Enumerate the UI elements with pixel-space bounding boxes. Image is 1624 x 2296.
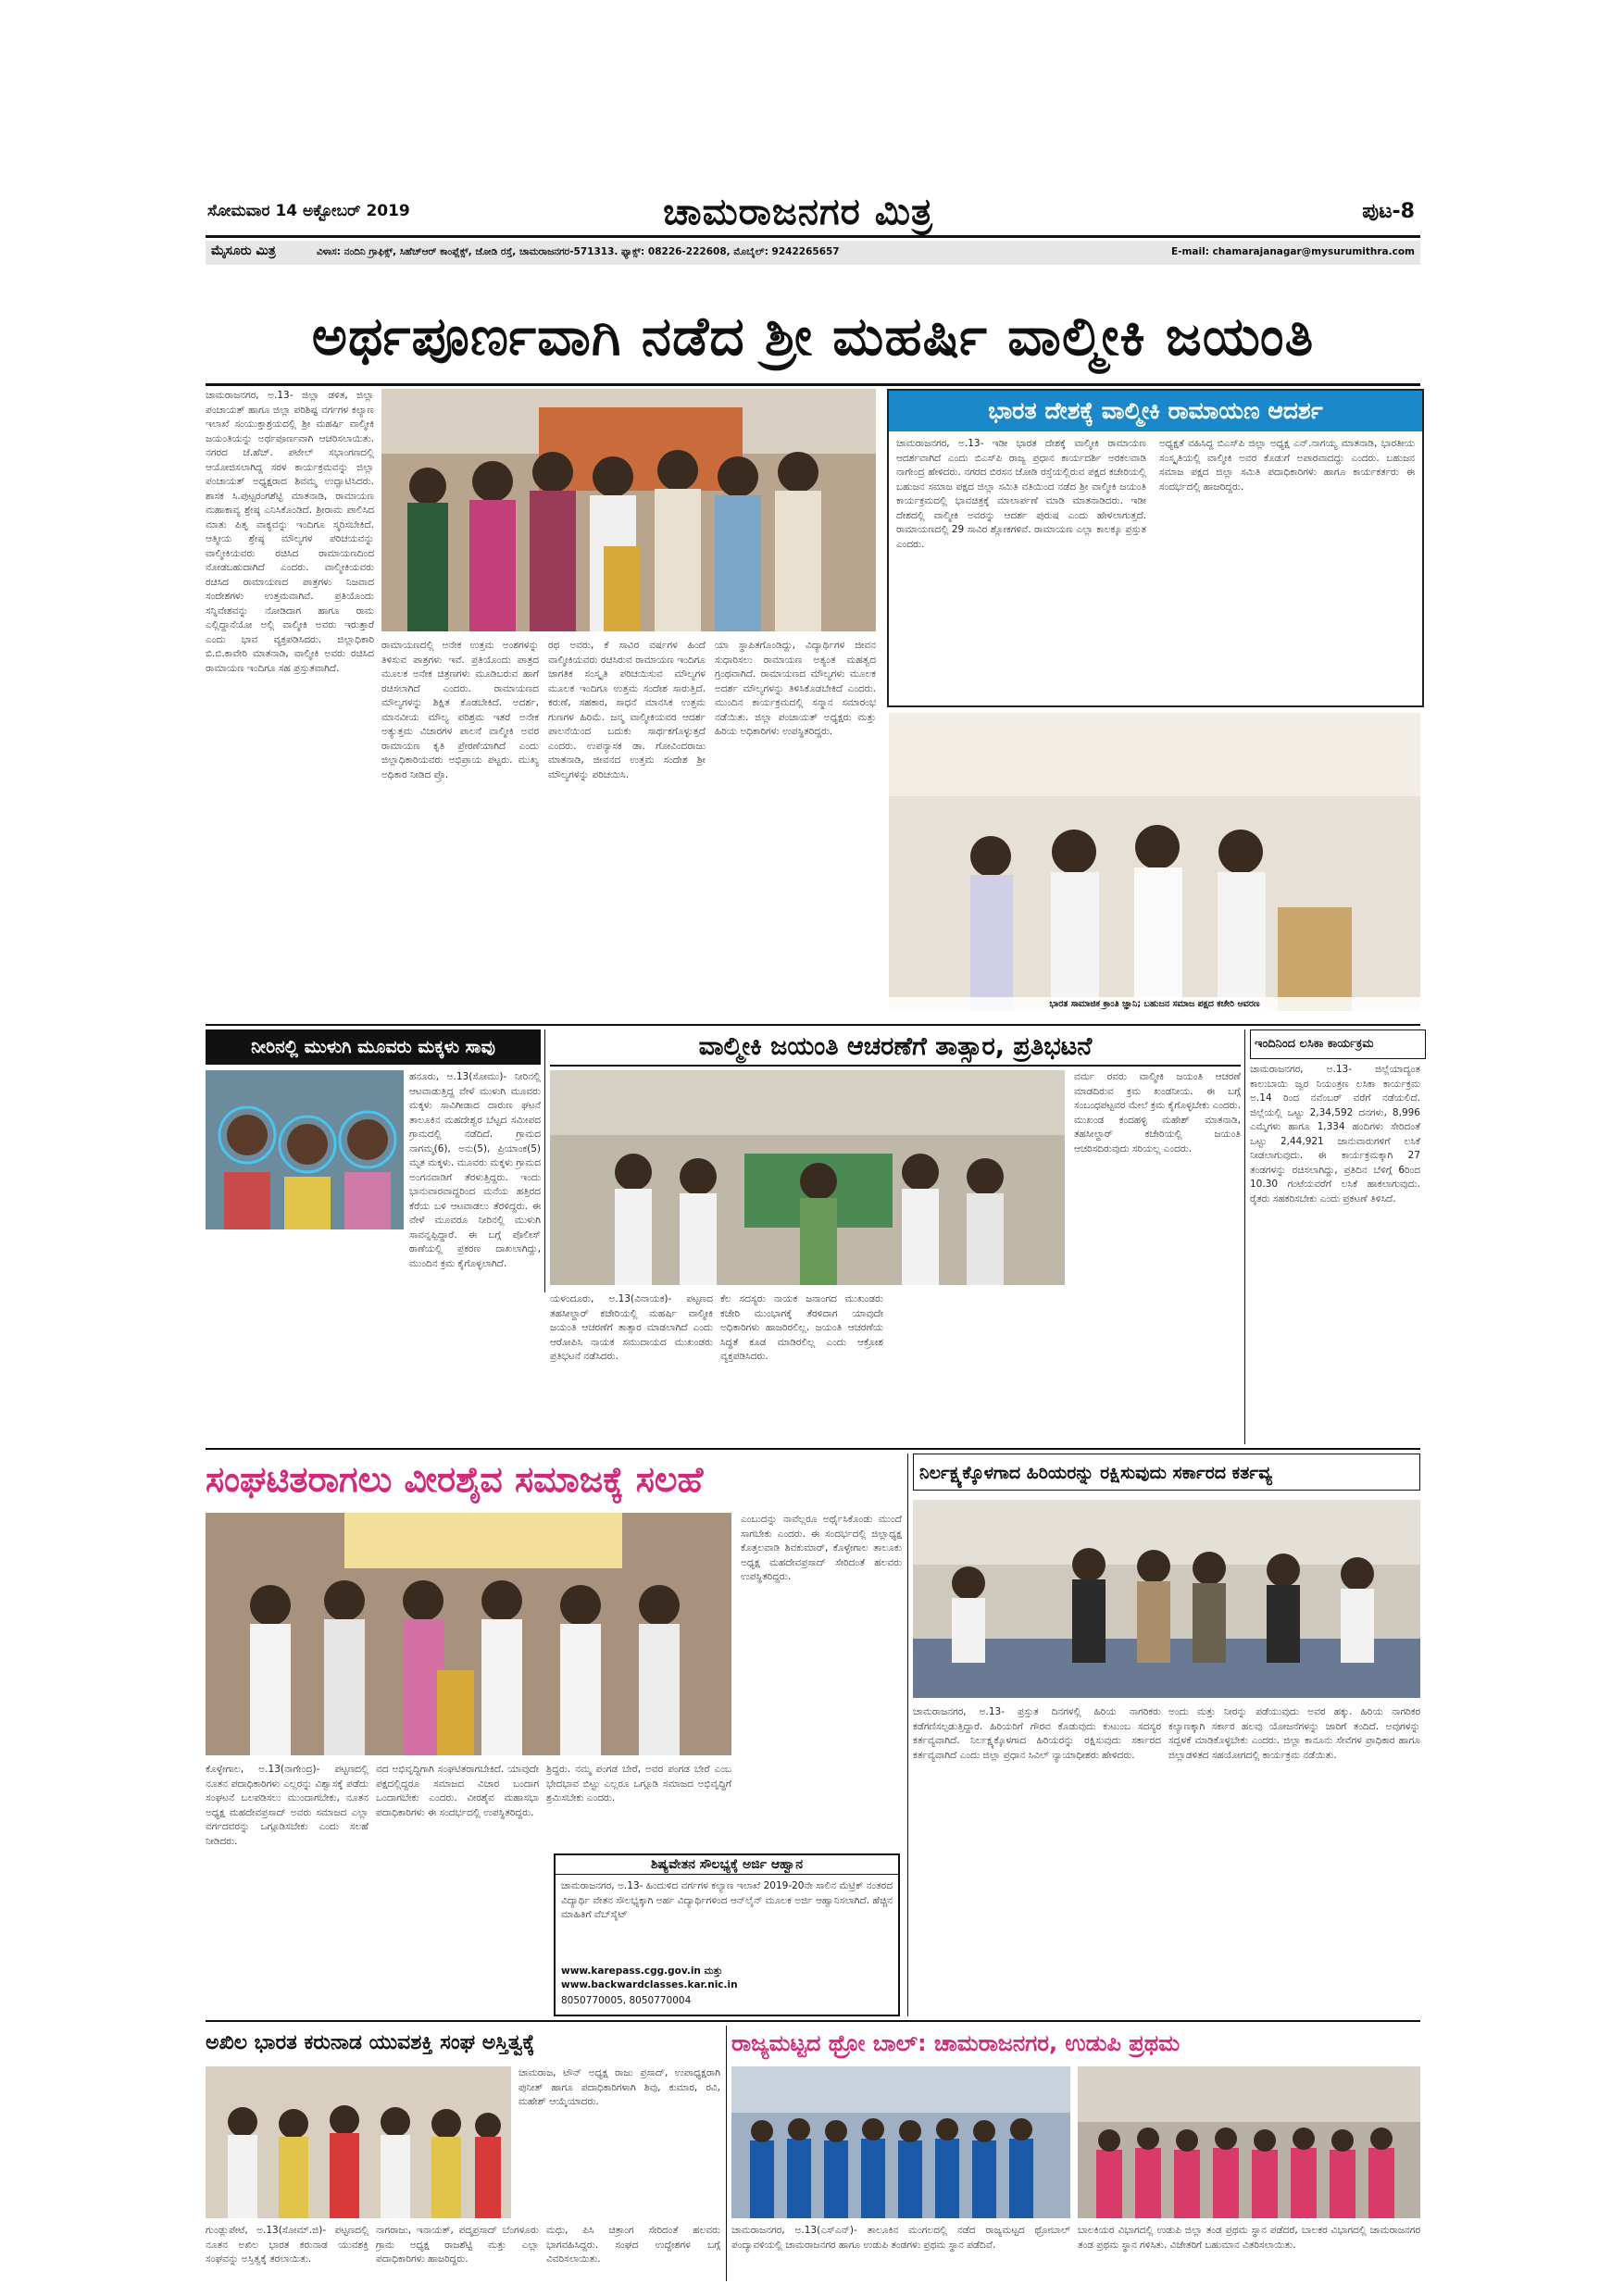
drowning-text: ಹನೂರು, ಅ.13(ಸೋಮು)- ನೀರಿನಲ್ಲಿ ಆಟವಾಡುತ್ತಿದ್ದ ವೇಳೆ ಮುಳುಗಿ ಮೂವರು ಮಕ್ಕಳು ಸಾವಿಗೀಡಾದ ದಾರುಣ ಘಟನೆ ತಾಲೂಕಿನ ಮಹದೇಶ್ವರ ಬೆಟ್ಟದ ಸಮೀಪದ ಗ್ರಾಮದಲ್ಲಿ ನಡೆದಿದೆ. ಗ್ರಾಮದ ನಾಗಮ್ಮ(6), ಅನು(5), ಪ್ರಿಯಾಂಕ(5) ಮೃತ ಮಕ್ಕಳು. ಮೂವರು ಮಕ್ಕಳು ಗ್ರಾಮದ ಅಂಗನವಾಡಿಗೆ ತೆರಳುತ್ತಿದ್ದರು. ಇಂದು ಭಾನುವಾರವಾದ್ದರಿಂದ ಮನೆಯ ಹತ್ತಿರದ ಕೆರೆಯ ಬಳಿ ಆಟವಾಡಲು ತೆರಳಿದ್ದರು. ಈ ವೇಳೆ ಮೂವರೂ ನೀರಿನಲ್ಲಿ ಮುಳುಗಿ ಸಾವನ್ನಪ್ಪಿದ್ದಾರೆ. ಈ ಬಗ್ಗೆ ಪೊಲೀಸ್ ಠಾಣೆಯಲ್ಲಿ ಪ್ರಕರಣ ದಾಖಲಾಗಿದ್ದು, ಮುಂದಿನ ಕ್ರಮ ಕೈಗೊಳ್ಳಲಾಗಿದೆ. (409, 1071, 541, 1269)
lead-col4: ಯಾ ಸ್ಥಾಪಿತಗೊಂಡಿದ್ದು, ವಿದ್ಯಾರ್ಥಿಗಳ ಜೀವನ ಸುಧಾರಿಸಲು ರಾಮಾಯಣ ಅತ್ಯಂತ ಮಹತ್ವದ ಗ್ರಂಥವಾಗಿದೆ. ರಾಮಾಯಣದ ಮೌಲ್ಯಗಳು ಮೂಲಕ ಅದರ್ಶ ಮೌಲ್ಯಗಳನ್ನು ತಿಳಿಸಿಕೊಡಬೇಕಿದೆ ಎಂದರು. ಮುಂದಿನ ಕಾರ್ಯಕ್ರಮದಲ್ಲಿ ಸನ್ಮಾನ ಸಮಾರಂಭ ನಡೆಯಿತು. ಜಿಲ್ಲಾ ಪಂಚಾಯತ್ ಅಧ್ಯಕ್ಷರು ಮತ್ತು ಹಿರಿಯ ಅಧಿಕಾರಿಗಳು ಉಪಸ್ಥಿತರಿದ್ದರು. (715, 640, 876, 737)
protest-col2: ಕೆಲ ಸದಸ್ಯರು ನಾಯಕ ಜನಾಂಗದ ಮುಖಂಡರು ಕಚೇರಿ ಮುಂಭಾಗಕ್ಕೆ ತೆರಳಿದಾಗ ಯಾವುದೇ ಅಧಿಕಾರಿಗಳು ಹಾಜರಿರಲಿಲ್ಲ. ಜಯಂತಿ ಆಚರಣೆಯ ಸಿದ್ಧತೆ ಕೂಡ ಮಾಡಿರಲಿಲ್ಲ ಎಂದು ಆಕ್ರೋಶ ವ್ಯಕ್ತಪಡಿಸಿದರು. (720, 1293, 883, 1362)
lead-photo (381, 389, 876, 631)
veerashaiva-headline: ಸಂಘಟಿತರಾಗಲು ವೀರಶೈವ ಸಮಾಜಕ್ಕೆ ಸಲಹೆ (206, 1459, 704, 1500)
bsp-photo (889, 713, 1420, 1011)
drowning-continued (206, 1235, 404, 1294)
scholarship-title: ಶಿಷ್ಯವೇತನ ಸೌಲಭ್ಯಕ್ಕೆ ಅರ್ಜಿ ಆಹ್ವಾನ (556, 1857, 898, 1875)
valmiki-box-title: ಭಾರತ ದೇಶಕ್ಕೆ ವಾಲ್ಮೀಕಿ ರಾಮಾಯಣ ಆದರ್ಶ (889, 391, 1422, 431)
page-number: ಪುಟ-8 (1362, 200, 1415, 223)
valmiki-box (887, 389, 1424, 707)
youth-col2: ನಾಗರಾಜು, ಇನಾಯತ್, ಪದ್ಮಪ್ರಸಾದ್ ಬೆಂಗಳೂರು ಗ್ರಾಮ ಅಧ್ಯಕ್ಷ ರಾಜಶೆಟ್ಟಿ ಮತ್ತು ಎಲ್ಲಾ ಪದಾಧಿಕಾರಿಗಳು ಹಾಜರಿದ್ದರು. (376, 2225, 539, 2265)
masthead-title: ಚಾಮರಾಜನಗರ ಮಿತ್ರ (663, 191, 933, 233)
scholarship-box (554, 1853, 900, 2016)
masthead (206, 193, 1420, 268)
protest-photo (550, 1070, 1065, 1285)
scholarship-links[interactable]: www.karepass.cgg.gov.in ಮತ್ತು www.backwardclasses.kar.nic.in (561, 1965, 738, 1990)
elderly-col2: ಅಂದು ಮತ್ತು ನೀರನ್ನು ಪಡೆಯುವುದು ಅವರ ಹಕ್ಕು. ಹಿರಿಯ ನಾಗರಿಕರ ಕಲ್ಯಾಣಕ್ಕಾಗಿ ಸರ್ಕಾರ ಹಲವು ಯೋಜನೆಗಳನ್ನು ಜಾರಿಗೆ ತಂದಿದೆ. ಅವುಗಳನ್ನು ಸದ್ಬಳಕೆ ಮಾಡಿಕೊಳ್ಳಬೇಕು ಎಂದರು. ಜಿಲ್ಲಾ ಕಾನೂನು ಸೇವೆಗಳ ಪ್ರಾಧಿಕಾರ ಹಾಗೂ ಜಿಲ್ಲಾಡಳಿತದ ಸಹಯೋಗದಲ್ಲಿ ಕಾರ್ಯಕ್ರಮ ನಡೆಯಿತು. (1168, 1706, 1420, 1761)
veerashaiva-col4: ಎಂಬುದನ್ನು ನಾವೆಲ್ಲರೂ ಅರ್ಥೈಸಿಕೊಂಡು ಮುಂದೆ ಸಾಗಬೇಕು ಎಂದರು. ಈ ಸಂದರ್ಭದಲ್ಲಿ ಜಿಲ್ಲಾಧ್ಯಕ್ಷ ಕೊತ್ತಲವಾಡಿ ಶಿವಕುಮಾರ್, ಕೊಳ್ಳೇಗಾಲ ತಾಲೂಕು ಅಧ್ಯಕ್ಷ ಮಹದೇವಪ್ರಸಾದ್ ಸೇರಿದಂತೆ ಹಲವರು ಉಪಸ್ಥಿತರಿದ್ದರು. (741, 1514, 902, 1582)
youth-col1: ಗುಂಡ್ಲುಪೇಟೆ, ಅ.13(ಸೋಮ್.ಜಿ)- ಪಟ್ಟಣದಲ್ಲಿ ನೂತನ ಅಖಿಲ ಭಾರತ ಕರುನಾಡ ಯುವಶಕ್ತಿ ಸಂಘವನ್ನು ಅಸ್ತಿತ್ವಕ್ಕೆ ತರಲಾಯಿತು. (206, 2225, 369, 2265)
protest-col1-text: ಯಳಂದೂರು, ಅ.13(ವಿನಾಯಕ)- ಪಟ್ಟಣದ ತಹಸೀಲ್ದಾರ್ ಕಚೇರಿಯಲ್ಲಿ ಮಹರ್ಷಿ ವಾಲ್ಮೀಕಿ ಜಯಂತಿ ಆಚರಣೆಗೆ ತಾತ್ಸಾರ ಮಾಡಲಾಗಿದೆ ಎಂದು ಆರೋಪಿಸಿ ನಾಯಕ ಸಮುದಾಯದ ಮುಖಂಡರು ಪ್ರತಿಭಟನೆ ನಡೆಸಿದರು. (550, 1293, 713, 1362)
masthead-date: ಸೋಮವಾರ 14 ಅಕ್ಟೋಬರ್ 2019 (207, 202, 410, 220)
veerashaiva-photo (206, 1513, 731, 1755)
veerashaiva-col2: ವದ ಅಭಿವೃದ್ಧಿಗಾಗಿ ಸಂಘಟಿತರಾಗಬೇಕಿದೆ. ಯಾವುದೇ ಪಕ್ಷದಲ್ಲಿದ್ದರೂ ಸಮಾಜದ ವಿಚಾರ ಬಂದಾಗ ಒಂದಾಗಬೇಕು ಎಂದರು. ವೀರಶೈವ ಮಹಾಸಭಾ ಪದಾಧಿಕಾರಿಗಳು ಈ ಸಂದರ್ಭದಲ್ಲಿ ಉಪಸ್ಥಿತರಿದ್ದರು. (376, 1764, 539, 1818)
youth-headline: ಅಖಿಲ ಭಾರತ ಕರುನಾಡ ಯುವಶಕ್ತಿ ಸಂಘ ಅಸ್ತಿತ್ವಕ್ಕೆ (206, 2031, 535, 2054)
throwball-col1: ಚಾಮರಾಜನಗರ, ಅ.13(ಎಸ್‌ಎನ್)- ತಾಲೂಕಿನ ಮಂಗಲದಲ್ಲಿ ನಡೆದ ರಾಜ್ಯಮಟ್ಟದ ಥ್ರೋಬಾಲ್ ಪಂದ್ಯಾವಳಿಯಲ್ಲಿ ಚಾಮರಾಜನಗರ ಹಾಗೂ ಉಡುಪಿ ತಂಡಗಳು ಪ್ರಥಮ ಸ್ಥಾನ ಪಡೆದಿವೆ. (731, 2225, 1070, 2251)
lead-col1: ಚಾಮರಾಜನಗರ, ಅ.13- ಜಿಲ್ಲಾ ಡಳಿತ, ಜಿಲ್ಲಾ ಪಂಚಾಯತ್ ಹಾಗೂ ಜಿಲ್ಲಾ ಪರಿಶಿಷ್ಟ ವರ್ಗಗಳ ಕಲ್ಯಾಣ ಇಲಾಖೆ ಸಂಯುಕ್ತಾಶ್ರಯದಲ್ಲಿ ಶ್ರೀ ಮಹರ್ಷಿ ವಾಲ್ಮೀಕಿ ಜಯಂತಿಯನ್ನು ಅರ್ಥಪೂರ್ಣವಾಗಿ ಆಚರಿಸಲಾಯಿತು. ನಗರದ ಜೆ.ಹೆಚ್. ಪಟೇಲ್ ಸಭಾಂಗಣದಲ್ಲಿ ಆಯೋಜಿಸಲಾಗಿದ್ದ ಸರಳ ಕಾರ್ಯಕ್ರಮವನ್ನು ಜಿಲ್ಲಾ ಪಂಚಾಯತ್ ಅಧ್ಯಕ್ಷರಾದ ಶಿವಮ್ಮ ಉದ್ಘಾಟಿಸಿದರು. ಶಾಸಕ ಸಿ.ಪುಟ್ಟರಂಗಶೆಟ್ಟಿ ಮಾತನಾಡಿ, ರಾಮಾಯಣ ಮಹಾಕಾವ್ಯ ಶ್ರೇಷ್ಠ ಎನಿಸಿಕೊಂಡಿದೆ. ಶ್ರೀರಾಮ ಪಾಲಿಸಿದ ಮಾತು ಪಿತೃ ವಾಕ್ಯವನ್ನು ಇಂದಿಗೂ ಸ್ಮರಿಸಬೇಕಿದೆ. ಆತ್ಮೀಯ ಶ್ರೇಷ್ಠ ಮೌಲ್ಯಗಳ ಪರಿಚಯವನ್ನು ವಾಲ್ಮೀಕಿಯವರು ರಚಿಸಿದ ರಾಮಾಯಣದಿಂದ ನೋಡಬಹುದಾಗಿದೆ ಎಂದರು. ವಾಲ್ಮೀಕಿಯವರು ರಚಿಸಿದ ರಾಮಾಯಣದ ಪಾತ್ರಗಳು ನಿಜವಾದ ಸಂದೇಶಗಳು ಉತ್ತಮವಾಗಿವೆ. ಪ್ರತಿಯೊಂದು ಸನ್ನಿವೇಶವನ್ನು ನೋಡಿದಾಗ ಹಾಗೂ ರಾಮ ಎಲ್ಲಿದ್ದಾನೆಯೋ ಅಲ್ಲಿ ವಾಲ್ಮೀಕಿ ಅವರು ಇರುತ್ತಾರೆ ಎಂದು ಭಾವ ವ್ಯಕ್ತಪಡಿಸಿದರು. ಜಿಲ್ಲಾಧಿಕಾರಿ ಬಿ.ಬಿ.ಕಾವೇರಿ ಮಾತನಾಡಿ, ವಾಲ್ಮೀಕಿ ಅವರು ರಚಿಸಿದ ರಾಮಾಯಣ ಇಂದಿಗೂ ಸಹ ಪ್ರಸ್ತುತವಾಗಿದೆ. (206, 390, 374, 674)
vaccination-text: ಚಾಮರಾಜನಗರ, ಅ.13- ಜಿಲ್ಲೆಯಾದ್ಯಂತ ಕಾಲುಬಾಯಿ ಜ್ವರ ನಿಯಂತ್ರಣ ಲಸಿಕಾ ಕಾರ್ಯಕ್ರಮ ಅ.14 ರಿಂದ ನವೆಂಬರ್ ವರೆಗೆ ನಡೆಯಲಿದೆ. ಜಿಲ್ಲೆಯಲ್ಲಿ ಒಟ್ಟು 2,34,592 ದನಗಳು, 8,996 ಎಮ್ಮೆಗಳು ಹಾಗೂ 1,334 ಹಂದಿಗಳು ಸೇರಿದಂತೆ ಒಟ್ಟು 2,44,921 ಜಾನುವಾರುಗಳಿಗೆ ಲಸಿಕೆ ನೀಡಲಾಗುವುದು. ಈ ಕಾರ್ಯಕ್ರಮಕ್ಕಾಗಿ 27 ತಂಡಗಳನ್ನು ರಚಿಸಲಾಗಿದ್ದು, ಪ್ರತಿದಿನ ಬೆಳಿಗ್ಗೆ 6ರಿಂದ 10.30 ಗಂಟೆಯವರೆಗೆ ಲಸಿಕೆ ಹಾಕಲಾಗುವುದು. ರೈತರು ಸಹಕರಿಸಬೇಕು ಎಂದು ಪ್ರಕಟಣೆ ತಿಳಿಸಿದೆ. (1250, 1064, 1420, 1204)
drowning-headline: ನೀರಿನಲ್ಲಿ ಮುಳುಗಿ ಮೂವರು ಮಕ್ಕಳು ಸಾವು (206, 1029, 541, 1065)
throwball-photo-2 (1078, 2066, 1420, 2218)
youth-col3: ಮಧು, ಪಿಸಿ ಚಿತ್ರಾಂಗ ಸೇರಿದಂತೆ ಹಲವರು ಭಾಗವಹಿಸಿದ್ದರು. ಸಂಘದ ಉದ್ದೇಶಗಳ ಬಗ್ಗೆ ವಿವರಿಸಲಾಯಿತು. (546, 2225, 720, 2265)
elderly-headline: ನಿರ್ಲಕ್ಷ್ಯಕ್ಕೊಳಗಾದ ಹಿರಿಯರನ್ನು ರಕ್ಷಿಸುವುದು ಸರ್ಕಾರದ ಕರ್ತವ್ಯ (913, 1454, 1420, 1491)
valmiki-box-col2: ಅಧ್ಯಕ್ಷತೆ ವಹಿಸಿದ್ದ ಬಿಎಸ್‌ಪಿ ಜಿಲ್ಲಾ ಅಧ್ಯಕ್ಷ ಎನ್.ನಾಗಯ್ಯ ಮಾತನಾಡಿ, ಭಾರತೀಯ ಸಂಸ್ಕೃತಿಯಲ್ಲಿ ವಾಲ್ಮೀಕಿ ಅವರ ಕೊಡುಗೆ ಅಪಾರವಾದದ್ದು ಎಂದರು. ಬಹುಜನ ಸಮಾಜ ಪಕ್ಷದ ಜಿಲ್ಲಾ ಸಮಿತಿ ಪದಾಧಿಕಾರಿಗಳು ಹಾಗೂ ಕಾರ್ಯಕರ್ತರು ಈ ಸಂದರ್ಭದಲ್ಲಿ ಹಾಜರಿದ್ದರು. (1159, 438, 1415, 493)
veerashaiva-col3: ಶ್ರಿದ್ದರು. ನಮ್ಮ ಪಂಗಡ ಬೇರೆ, ಅವರ ಪಂಗಡ ಬೇರೆ ಎಂಬ ಭೇದಭಾವ ಬಿಟ್ಟು ಎಲ್ಲರೂ ಒಗ್ಗೂಡಿ ಸಮಾಜದ ಅಭಿವೃದ್ಧಿಗೆ ಶ್ರಮಿಸಬೇಕು ಎಂದರು. (546, 1764, 731, 1803)
throwball-headline: ರಾಜ್ಯಮಟ್ಟದ ಥ್ರೋ ಬಾಲ್: ಚಾಮರಾಜನಗರ, ಉಡುಪಿ ಪ್ರಥಮ (731, 2030, 1181, 2056)
elderly-photo (913, 1500, 1420, 1698)
youth-photo (206, 2066, 511, 2218)
veerashaiva-col1: ಕೊಳ್ಳೇಗಾಲ, ಅ.13(ನಾಗೇಂದ್ರ)- ಪಟ್ಟಣದಲ್ಲಿ ನೂತನ ಪದಾಧಿಕಾರಿಗಳು ಎಲ್ಲರನ್ನು ವಿಶ್ವಾಸಕ್ಕೆ ಪಡೆದು ಸಂಘಟನೆ ಬಲಪಡಿಸಲು ಮುಂದಾಗಬೇಕು, ನೂತನ ಅಧ್ಯಕ್ಷ ಮಹದೇವಪ್ರಸಾದ್ ಅವರು ಸಮಾಜದ ಎಲ್ಲಾ ವರ್ಗದವರನ್ನು ಒಗ್ಗೂಡಿಸಬೇಕು ಎಂದು ಸಲಹೆ ನೀಡಿದರು. (206, 1764, 369, 1847)
throwball-photo-1 (731, 2066, 1070, 2218)
throwball-col2: ಬಾಲಕಿಯರ ವಿಭಾಗದಲ್ಲಿ ಉಡುಪಿ ಜಿಲ್ಲಾ ತಂಡ ಪ್ರಥಮ ಸ್ಥಾನ ಪಡೆದರೆ, ಬಾಲಕರ ವಿಭಾಗದಲ್ಲಿ ಚಾಮರಾಜನಗರ ತಂಡ ಪ್ರಥಮ ಸ್ಥಾನ ಗಳಿಸಿತು. ವಿಜೇತರಿಗೆ ಬಹುಮಾನ ವಿತರಿಸಲಾಯಿತು. (1078, 2225, 1420, 2251)
scholarship-phones: 8050770005, 8050770004 (561, 1995, 692, 2006)
valmiki-box-col1: ಚಾಮರಾಜನಗರ, ಅ.13- ಇಡೀ ಭಾರತ ದೇಶಕ್ಕೆ ವಾಲ್ಮೀಕಿ ರಾಮಾಯಣ ಆದರ್ಶವಾಗಿದೆ ಎಂದು ಬಿಎಸ್‌ಪಿ ರಾಜ್ಯ ಪ್ರಧಾನ ಕಾರ್ಯದರ್ಶಿ ಅರಕಲವಾಡಿ ನಾಗೇಂದ್ರ ಹೇಳಿದರು. ನಗರದ ಬಿರಸನ ಜೋಡಿ ರಸ್ತೆಯಲ್ಲಿರುವ ಪಕ್ಷದ ಕಚೇರಿಯಲ್ಲಿ ಬಹುಜನ ಸಮಾಜ ಪಕ್ಷದ ಜಿಲ್ಲಾ ಸಮಿತಿ ವತಿಯಿಂದ ನಡೆದ ಶ್ರೀ ವಾಲ್ಮೀಕಿ ಜಯಂತಿ ಕಾರ್ಯಕ್ರಮದಲ್ಲಿ ಭಾವಚಿತ್ರಕ್ಕೆ ಮಾಲಾರ್ಪಣೆ ಮಾಡಿ ಮಾತನಾಡಿದರು. ಇಡೀ ದೇಶದಲ್ಲಿ ವಾಲ್ಮೀಕಿ ಅವರನ್ನು ಆದರ್ಶ ಪುರುಷ ಎಂದು ಹೇಳಲಾಗುತ್ತದೆ. ರಾಮಾಯಣದಲ್ಲಿ 29 ಸಾವಿರ ಶ್ಲೋಕಗಳಿವೆ. ರಾಮಾಯಣ ಎಲ್ಲಾ ಕಾಲಕ್ಕೂ ಪ್ರಸ್ತುತ ಎಂದರು. (896, 438, 1146, 550)
lead-col3: ರಥ ಅವರು, ಕೆ ಸಾವಿರ ವರ್ಷಗಳ ಹಿಂದೆ ವಾಲ್ಮೀಕಿಯವರು ರಚಿಸಿರುವ ರಾಮಾಯಣ ಇಂದಿಗೂ ಜಾಗತಿಕ ಸಂಸ್ಕೃತಿ ಪರಿಚಯಿಸುವ ಮೌಲ್ಯಗಳ ಮೂಲಕ ಇಂದಿಗೂ ಉತ್ತಮ ಸಂದೇಶ ಸಾರುತ್ತಿದೆ. ಕರುಣೆ, ಸಹಕಾರ, ಸಾಧನೆ ಮಾನಸಿಕ ಉತ್ತಮ ಗುಣಗಳ ಹಿರಿಮೆ. ಜನ್ಮ ವಾಲ್ಮೀಕಿಯವರ ಆದರ್ಶ ಪಾಲನೆಯಿಂದ ಬದುಕು ಸಾರ್ಥಕಗೊಳ್ಳುತ್ತದೆ ಎಂದರು. ಉಪನ್ಯಾಸಕ ಡಾ. ಗೋವಿಂದರಾಜು ಮಾತನಾಡಿ, ಜೀವನದ ಉತ್ತಮ ಸಂದೇಶ ಶ್ರೀ ಮೌಲ್ಯಗಳನ್ನು ಪರಿಚಯಿಸಿ. (548, 640, 706, 780)
lead-headline: ಅರ್ಥಪೂರ್ಣವಾಗಿ ನಡೆದ ಶ್ರೀ ಮಹರ್ಷಿ ವಾಲ್ಮೀಕಿ ಜಯಂತಿ (311, 305, 1315, 368)
scholarship-text: ಚಾಮರಾಜನಗರ, ಅ.13- ಹಿಂದುಳಿದ ವರ್ಗಗಳ ಕಲ್ಯಾಣ ಇಲಾಖೆ 2019-20ನೇ ಸಾಲಿನ ಮೆಟ್ರಿಕ್ ನಂತರದ ವಿದ್ಯಾರ್ಥಿ ವೇತನ ಸೌಲಭ್ಯಕ್ಕಾಗಿ ಅರ್ಹ ವಿದ್ಯಾರ್ಥಿಗಳಿಂದ ಆನ್‌ಲೈನ್ ಮೂಲಕ ಅರ್ಜಿ ಆಹ್ವಾನಿಸಲಾಗಿದೆ. ಹೆಚ್ಚಿನ ಮಾಹಿತಿಗೆ ವೆಬ್‌ಸೈಟ್ (561, 1880, 893, 1920)
children-photo (206, 1070, 404, 1229)
elderly-col1: ಚಾಮರಾಜನಗರ, ಅ.13- ಪ್ರಸ್ತುತ ದಿನಗಳಲ್ಲಿ ಹಿರಿಯ ನಾಗರಿಕರು ಕಡೆಗಣಿಸಲ್ಪಡುತ್ತಿದ್ದಾರೆ. ಹಿರಿಯರಿಗೆ ಗೌರವ ಕೊಡುವುದು ಕುಟುಂಬ ಸದಸ್ಯರ ಕರ್ತವ್ಯವಾಗಿದೆ. ನಿರ್ಲಕ್ಷ್ಯಕ್ಕೊಳಗಾದ ಹಿರಿಯರನ್ನು ರಕ್ಷಿಸುವುದು ಸರ್ಕಾರದ ಕರ್ತವ್ಯವಾಗಿದೆ ಎಂದು ಜಿಲ್ಲಾ ಪ್ರಧಾನ ಸಿವಿಲ್ ನ್ಯಾಯಾಧೀಶರು ಹೇಳಿದರು. (913, 1706, 1161, 1761)
publisher-email: E-mail: chamarajanagar@mysurumithra.com (1170, 246, 1415, 257)
protest-headline: ವಾಲ್ಮೀಕಿ ಜಯಂತಿ ಆಚರಣೆಗೆ ತಾತ್ಸಾರ, ಪ್ರತಿಭಟನೆ (550, 1029, 1241, 1067)
lead-col2: ರಾಮಾಯಣದಲ್ಲಿ ಅನೇಕ ಉತ್ತಮ ಅಂಶಗಳನ್ನು ತಿಳಿಸುವ ಪಾತ್ರಗಳು ಇವೆ. ಪ್ರತಿಯೊಂದು ಪಾತ್ರದ ಮೂಲಕ ಅನೇಕ ಚಿತ್ರಣಗಳು ಮೂಡಿಬರುವ ಹಾಗೆ ರಚಿಸಲಾಗಿದೆ ಎಂದರು. ರಾಮಾಯಣದ ಮೌಲ್ಯಗಳನ್ನು ಶಿಕ್ಷಿತ ಕೊಡಬೇಕಿದೆ. ಅದರ್ಶ, ಮಾನವೀಯ ಮೌಲ್ಯ ಪರಿಶ್ರಮ ಇತರೆ ಅನೇಕ ಅತ್ಯುತ್ತಮ ವಿಚಾರಗಳ ಪಾಲನೆ ವಾಲ್ಮೀಕಿ ಅವರ ರಾಮಾಯಣ ಕೃತಿ ಪ್ರೇರಣೆಯಾಗಿದೆ ಎಂದು ಜಿಲ್ಲಾಧಿಕಾರಿಯವರು ಅಭಿಪ್ರಾಯ ಪಟ್ಟರು. ಮುಖ್ಯ ಅಧಿಕಾರ ನೀಡಿದ ಪ್ರೊ. (381, 640, 539, 780)
youth-side: ಚಾಮರಾಜ, ಟೌನ್ ಅಧ್ಯಕ್ಷ ರಾಜು ಪ್ರಸಾದ್, ಉಪಾಧ್ಯಕ್ಷರಾಗಿ ಪುನೀತ್ ಹಾಗೂ ಪದಾಧಿಕಾರಿಗಳಾಗಿ ಶಿವು, ಕುಮಾರ, ರವಿ, ಮಹೇಶ್ ಆಯ್ಕೆಯಾದರು. (518, 2067, 720, 2107)
publisher-name: ಮೈಸೂರು ಮಿತ್ರ (211, 243, 276, 258)
publisher-line (206, 241, 1420, 265)
publisher-address: ವಿಳಾಸ: ನಂದಿನಿ ಗ್ರಾಫಿಕ್ಸ್, ಸಿಹೆಚ್‌ಆರ್ ಕಾಂಪ್ಲೆಕ್ಸ್, ಜೋಡಿ ರಸ್ತೆ, ಚಾಮರಾಜನಗರ-571313. ಫ್ಯಾಕ್ಸ್: 08226-222608, ಮೊಬೈಲ್: 9242265657 (317, 246, 840, 257)
vaccination-headline: ಇಂದಿನಿಂದ ಲಸಿಕಾ ಕಾರ್ಯಕ್ರಮ (1250, 1029, 1426, 1059)
protest-col3: ವರ್ಮ ರವರು ವಾಲ್ಮೀಕಿ ಜಯಂತಿ ಆಚರಣೆ ಮಾಡದಿರುವ ಕ್ರಮ ಖಂಡನೀಯ. ಈ ಬಗ್ಗೆ ಸಂಬಂಧಪಟ್ಟವರ ಮೇಲೆ ಕ್ರಮ ಕೈಗೊಳ್ಳಬೇಕು ಎಂದರು. ಮುಖಂಡ ಕಂದಹಳ್ಳಿ ಮಹೇಶ್ ಮಾತನಾಡಿ, ತಹಸೀಲ್ದಾರ್ ಕಚೇರಿಯಲ್ಲಿ ಜಯಂತಿ ಆಚರಿಸದಿರುವುದು ಸರಿಯಲ್ಲ ಎಂದರು. (1074, 1071, 1241, 1154)
bsp-photo-caption: ಭಾರತ ಸಾಮಾಜಿಕ ಕ್ರಾಂತಿ ಜ್ಞಾನಿ; ಬಹುಜನ ಸಮಾಜ ಪಕ್ಷದ ಕಚೇರಿ ಆವರಣ (889, 997, 1420, 1011)
